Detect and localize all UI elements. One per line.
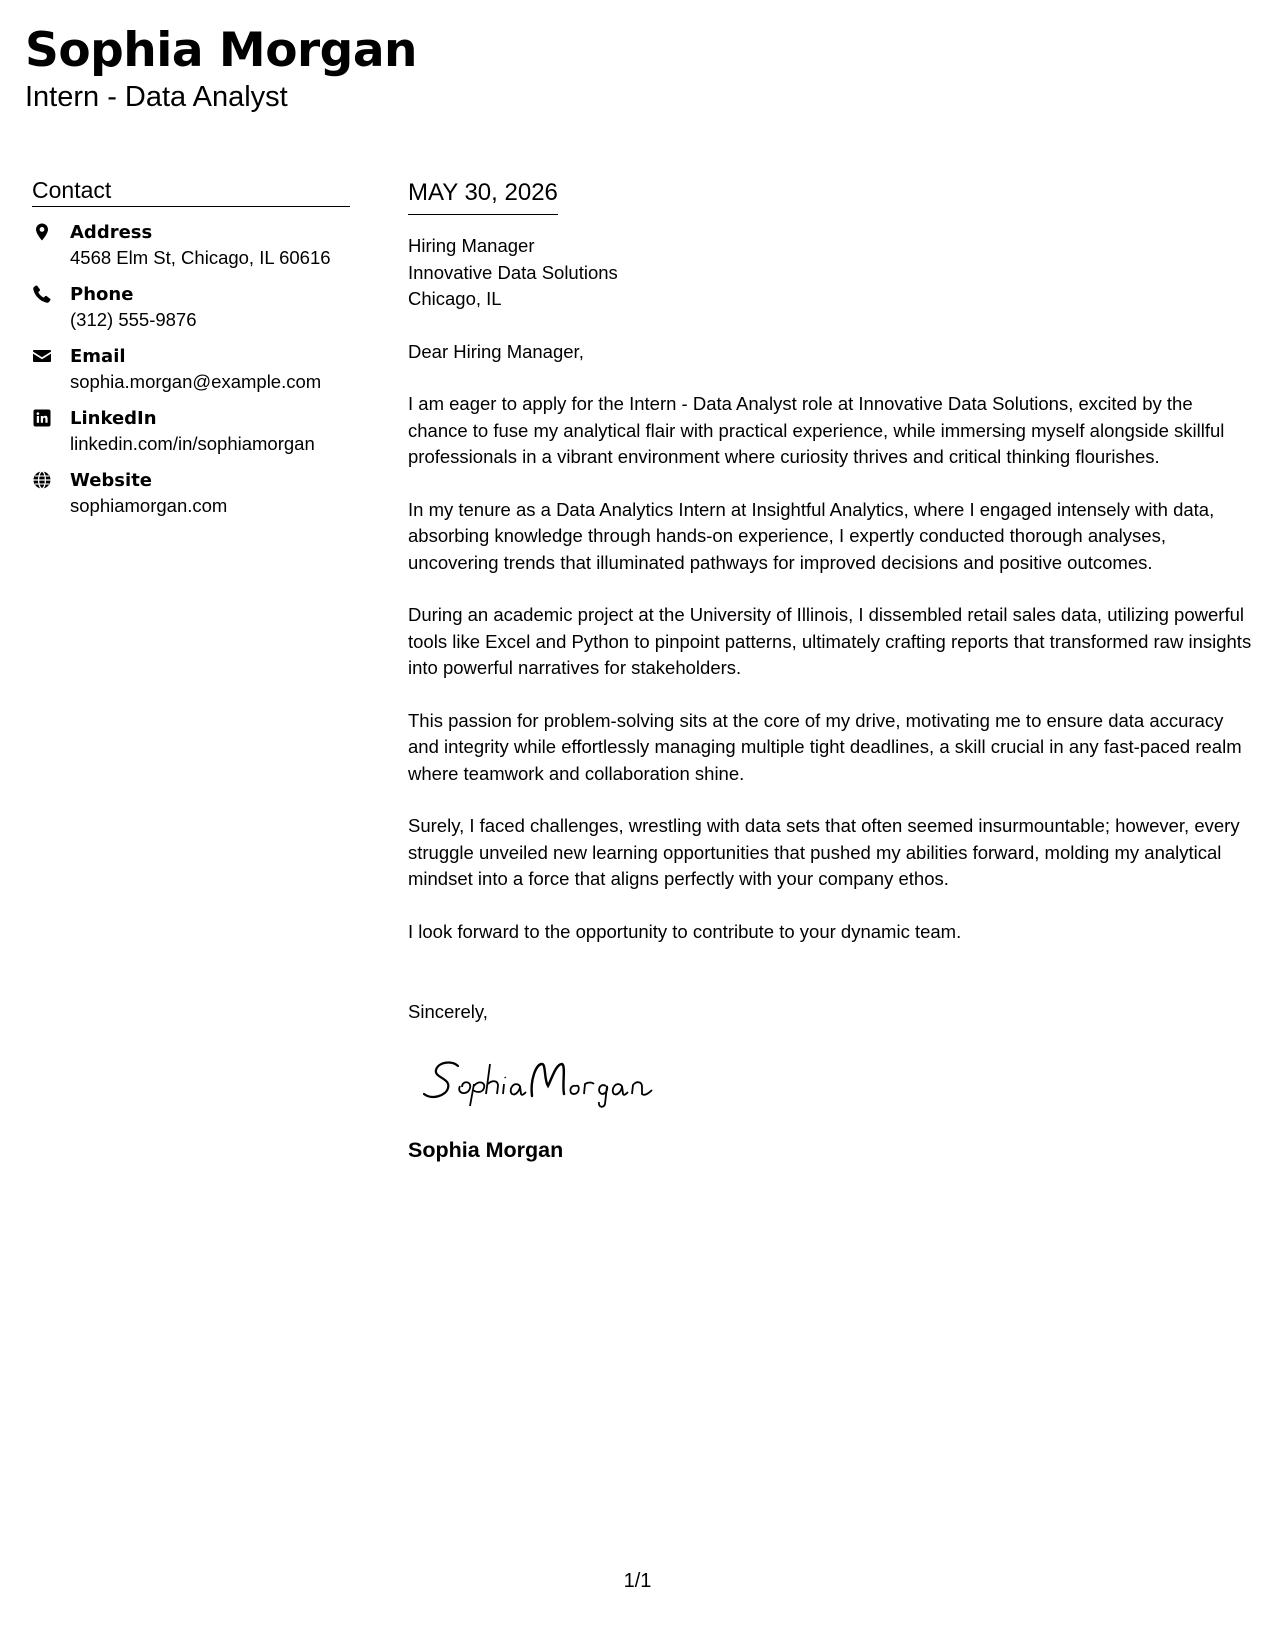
contact-text xyxy=(70,406,315,456)
contact-section-title: Contact xyxy=(32,176,350,207)
phone-icon xyxy=(32,282,70,332)
page-number: 1/1 xyxy=(623,1570,652,1592)
closing: Sincerely, xyxy=(408,1001,488,1022)
contact-text xyxy=(70,468,227,518)
resume-header xyxy=(25,22,417,114)
contact-label: Email xyxy=(70,346,126,367)
contact-item-address xyxy=(32,220,350,270)
contact-sidebar xyxy=(32,176,350,530)
contact-value: 4568 Elm St, Chicago, IL 60616 xyxy=(70,247,331,268)
map-pin-icon xyxy=(32,220,70,270)
contact-value: linkedin.com/in/sophiamorgan xyxy=(70,433,315,454)
contact-item-email xyxy=(32,344,350,394)
contact-value: (312) 555-9876 xyxy=(70,309,197,330)
letter-date: MAY 30, 2026 xyxy=(408,178,558,215)
contact-value: sophiamorgan.com xyxy=(70,495,228,516)
contact-text xyxy=(70,344,321,394)
letter-paragraph: I am eager to apply for the Intern - Data Analyst role at Innovative Data Solutions, excited by the chance to fuse my analytical flair with practical experience, while immersing myself alongside skillful professionals in a vibrant environment where curiosity thrives and critical thinking flourishes. xyxy=(408,393,1225,467)
globe-icon xyxy=(32,468,70,518)
contact-item-linkedin xyxy=(32,406,350,456)
contact-label: Website xyxy=(70,470,153,491)
letter-paragraph: Surely, I faced challenges, wrestling with data sets that often seemed insurmountable; however, every struggle unveiled new learning opportunities that pushed my abilities forward, molding my analytical mindset into a force that aligns perfectly with your company ethos. xyxy=(408,815,1240,889)
signer-name: Sophia Morgan xyxy=(408,1137,564,1162)
recipient-block xyxy=(408,233,1253,313)
contact-text xyxy=(70,220,331,270)
contact-label: Address xyxy=(70,222,153,243)
contact-label: Phone xyxy=(70,284,134,305)
recipient-line: Hiring Manager xyxy=(408,235,535,256)
letter-paragraph: During an academic project at the University of Illinois, I dissembled retail sales data, utilizing powerful tools like Excel and Python to pinpoint patterns, ultimately crafting reports that transformed raw insights into powerful narratives for stakeholders. xyxy=(408,604,1252,678)
contact-label: LinkedIn xyxy=(70,408,157,429)
recipient-line: Chicago, IL xyxy=(408,288,502,309)
envelope-icon xyxy=(32,344,70,394)
contact-text xyxy=(70,282,197,332)
applicant-role: Intern - Data Analyst xyxy=(25,81,288,113)
contact-item-phone xyxy=(32,282,350,332)
letter-paragraph: I look forward to the opportunity to contribute to your dynamic team. xyxy=(408,920,962,942)
letter-paragraph: This passion for problem-solving sits at the core of my drive, motivating me to ensure data accuracy and integrity while effortlessly managing multiple tight deadlines, a skill crucial in any fast-paced realm where teamwork and collaboration shine. xyxy=(408,709,1242,784)
cover-letter-body xyxy=(408,178,1253,1164)
handwritten-signature xyxy=(418,1050,668,1110)
letter-paragraph: In my tenure as a Data Analytics Intern at Insightful Analytics, where I engaged intensely with data, absorbing knowledge through hands-on experience, I expertly conducted thorough analyses, uncovering trends that illuminated pathways for improved decisions and positive outcomes. xyxy=(408,498,1215,573)
salutation: Dear Hiring Manager, xyxy=(408,340,584,362)
applicant-name: Sophia Morgan xyxy=(25,23,417,78)
contact-value: sophia.morgan@example.com xyxy=(70,371,322,392)
contact-item-website xyxy=(32,468,350,518)
recipient-line: Innovative Data Solutions xyxy=(408,261,618,283)
linkedin-icon xyxy=(32,406,70,456)
